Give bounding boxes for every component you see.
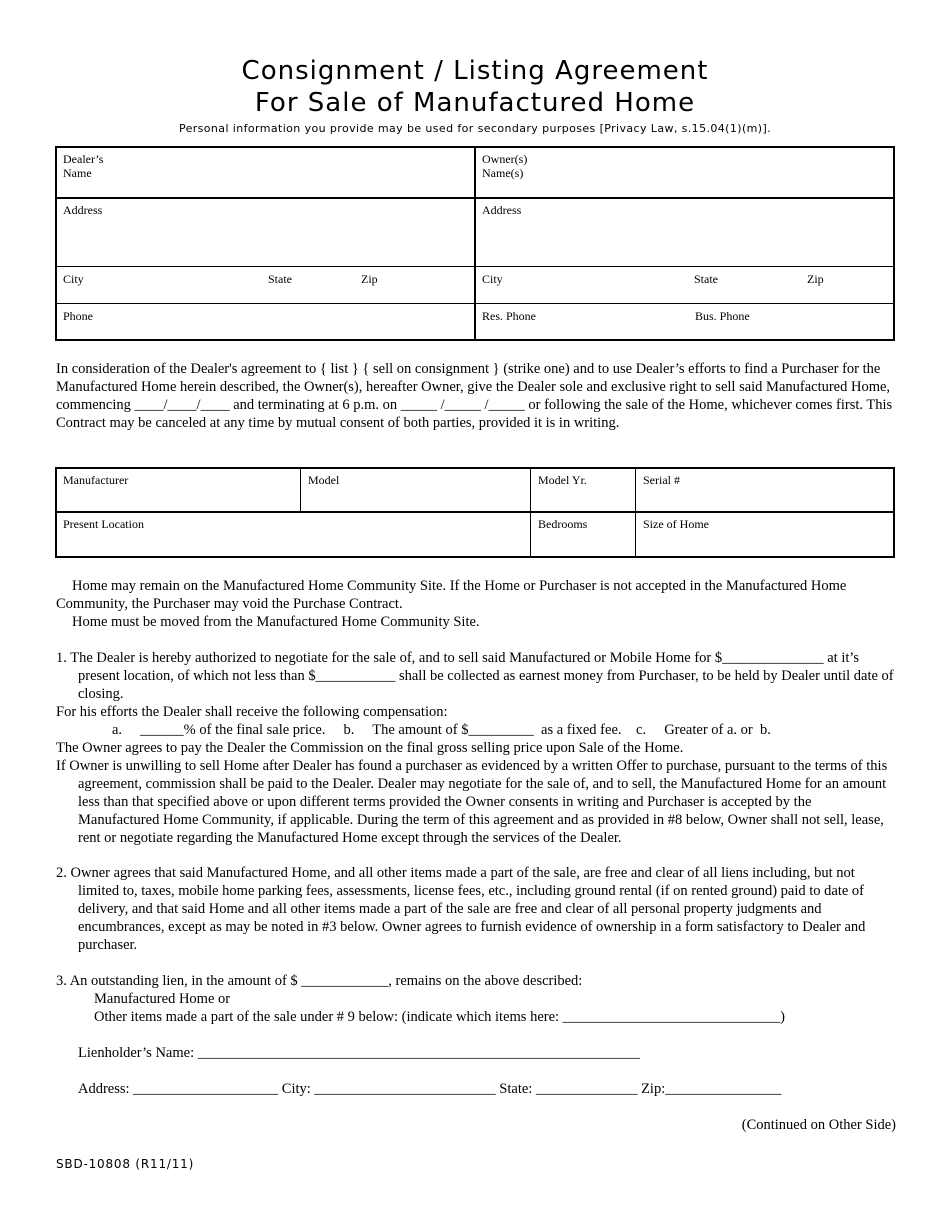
serial-number-field[interactable]: Serial # (643, 473, 680, 487)
manufacturer-field[interactable]: Manufacturer (63, 473, 129, 487)
continued-note: (Continued on Other Side) (741, 1117, 896, 1133)
section-3-main: 3. An outstanding lien, in the amount of $ ____________, remains on the above described: (56, 973, 583, 989)
model-year-field[interactable]: Model Yr. (538, 473, 587, 487)
model-field[interactable]: Model (308, 473, 340, 487)
community-option-move[interactable]: Home must be moved from the Manufactured Home Community Site. (72, 614, 480, 630)
owner-city-field[interactable]: City (482, 272, 503, 286)
owner-address-field[interactable]: Address (482, 203, 522, 217)
dealer-name-field[interactable]: Dealer’s Name (63, 152, 104, 180)
lien-option-home[interactable]: Manufactured Home or (94, 991, 231, 1007)
size-of-home-field[interactable]: Size of Home (643, 517, 709, 531)
unwilling-text: If Owner is unwilling to sell Home after Dealer has found a purchaser as evidenced by a written Offer to purchase, pursuant to the terms of this agreement, commission shall be paid to the Dealer. Dealer may negotiate for the sale of, and to sell, the Manufactured Home for an amount less than that specified above or upon different terms provided the Owner consents in writing and Purchaser is accepted by the Manufactured Home Community, if applicable. During the term of this agreement and as provided in #8 below, Owner shall not sell, lease, rent or negotiate regarding the Manufactured Home except through the services of the Dealer. (56, 758, 888, 846)
section-1-main: 1. The Dealer is hereby authorized to negotiate for the sale of, and to sell said Manufactured or Mobile Home for $______________ at it’s present location, of which not less than $___________ shall be collected as earnest money from Purchaser, to be held by Dealer until date of closing. (56, 650, 894, 702)
owner-zip-field[interactable]: Zip (807, 272, 824, 286)
lienholder-address-line[interactable]: Address: ____________________ City: _________________________ State: ______________ Zip:________________ (78, 1081, 782, 1097)
lienholder-name-line[interactable]: Lienholder’s Name: _____________________________________________________________ (78, 1045, 640, 1061)
commission-text: The Owner agrees to pay the Dealer the Commission on the final gross selling price upon Sale of the Home. (56, 740, 684, 756)
section-2: 2. Owner agrees that said Manufactured Home, and all other items made a part of the sale, are free and clear of all liens including, but not limited to, taxes, mobile home parking fees, assessments, license fees, etc., including ground rental (if on rented ground) paid to date of delivery, and that said Home and all other items made a part of the sale are free and clear of all personal property judgments and encumbrances, except as may be noted in #3 below. Owner agrees to furnish evidence of ownership in a form satisfactory to Dealer and purchaser. (56, 865, 866, 953)
owner-state-field[interactable]: State (694, 272, 718, 286)
lien-option-other-items[interactable]: Other items made a part of the sale under # 9 below: (indicate which items here: ______________________________) (94, 1009, 786, 1025)
present-location-field[interactable]: Present Location (63, 517, 144, 531)
owner-name-field[interactable]: Owner(s) Name(s) (482, 152, 528, 180)
privacy-notice: Personal information you provide may be used for secondary purposes [Privacy Law, s.15.04(1)(m)]. (178, 122, 772, 135)
dealer-address-field[interactable]: Address (63, 203, 103, 217)
dealer-state-field[interactable]: State (268, 272, 292, 286)
owner-bus-phone-field[interactable]: Bus. Phone (695, 309, 750, 323)
bedrooms-field[interactable]: Bedrooms (538, 517, 588, 531)
compensation-intro: For his efforts the Dealer shall receive the following compensation: (56, 704, 448, 720)
section-1 (56, 649, 896, 847)
consideration-paragraph: In consideration of the Dealer's agreement to { list } { sell on consignment } (strike one) and to use Dealer’s efforts to find a Purchaser for the Manufactured Home herein described, the Owner(s), hereafter Owner, give the Dealer sole and exclusive right to sell said Manufactured Home, commencing ____/____/____ and terminating at 6 p.m. on _____ /_____ /_____ or following the sale of the Home, whichever comes first. This Contract may be canceled at any time by mutual consent of both parties, provided it is in writing. (56, 361, 893, 431)
dealer-phone-field[interactable]: Phone (63, 309, 93, 323)
section-3 (56, 972, 896, 1026)
owner-res-phone-field[interactable]: Res. Phone (482, 309, 536, 323)
community-option-remain[interactable]: Home may remain on the Manufactured Home Community Site. If the Home or Purchaser is not accepted in the Manufactured Home Community, the Purchaser may void the Purchase Contract. (56, 578, 847, 612)
dealer-city-field[interactable]: City (63, 272, 84, 286)
form-title-line-2: For Sale of Manufactured Home (254, 88, 696, 118)
compensation-options[interactable]: a. ______% of the final sale price. b. The amount of $_________ as a fixed fee. c. Greater of a. or b. (112, 722, 771, 738)
form-title-line-1: Consignment / Listing Agreement (241, 56, 709, 86)
community-options (56, 577, 896, 631)
form-number: SBD-10808 (R11/11) (56, 1157, 195, 1171)
dealer-zip-field[interactable]: Zip (361, 272, 378, 286)
